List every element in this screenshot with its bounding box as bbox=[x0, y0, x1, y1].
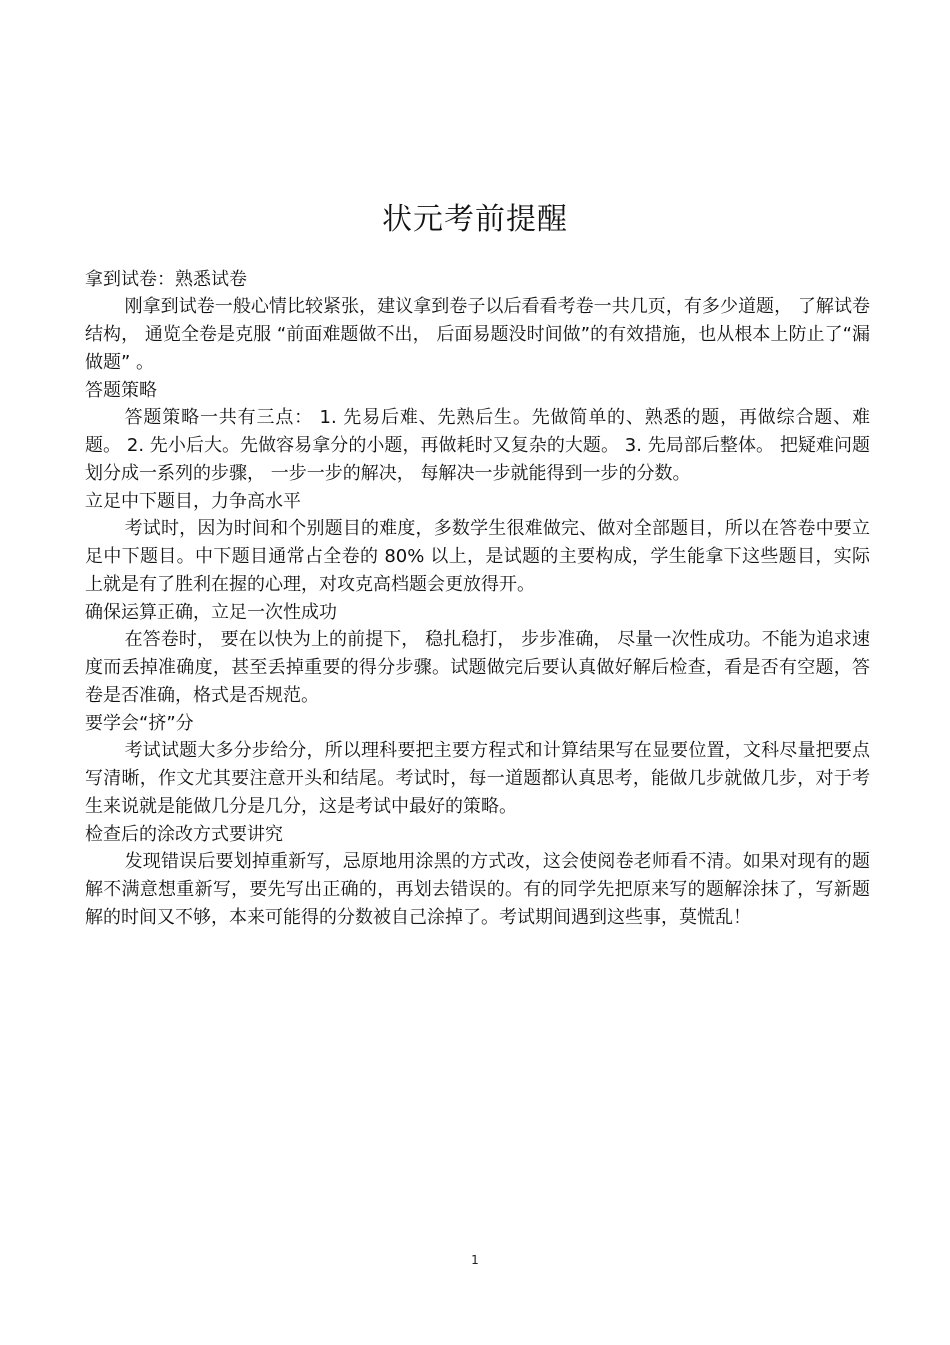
section-answer-strategy bbox=[85, 377, 870, 488]
section-paragraph: 发现错误后要划掉重新写，忌原地用涂黑的方式改，这会使阅卷老师看不清。如果对现有的题解不满意想重新写，要先写出正确的，再划去错误的。有的同学先把原来写的题解涂抹了，写新题解的时间又不够，本来可能得的分数被自己涂掉了。考试期间遇到这些事，莫慌乱！ bbox=[85, 851, 870, 928]
section-heading: 确保运算正确，立足一次性成功 bbox=[85, 602, 337, 623]
section-correct-calculation bbox=[85, 599, 870, 710]
section-heading: 拿到试卷：熟悉试卷 bbox=[85, 269, 247, 290]
section-paragraph: 答题策略一共有三点： 1. 先易后难、先熟后生。先做简单的、熟悉的题，再做综合题、难题。 2. 先小后大。先做容易拿分的小题，再做耗时又复杂的大题。 3. 先局部后整体。 把疑难问题划分成一系列的步骤， 一步一步的解决， 每解决一步就能得到一步的分数。 bbox=[85, 407, 870, 484]
document-title: 状元考前提醒 bbox=[382, 202, 568, 237]
section-heading: 要学会“挤”分 bbox=[85, 713, 194, 734]
section-paragraph: 考试试题大多分步给分，所以理科要把主要方程式和计算结果写在显要位置，文科尽量把要点写清晰，作文尤其要注意开头和结尾。考试时，每一道题都认真思考，能做几步就做几步，对于考生来说就是能做几分是几分，这是考试中最好的策略。 bbox=[85, 740, 870, 817]
section-heading: 立足中下题目，力争高水平 bbox=[85, 491, 301, 512]
section-correction-method bbox=[85, 821, 870, 932]
page-number: 1 bbox=[471, 1253, 479, 1267]
section-paragraph: 刚拿到试卷一般心情比较紧张，建议拿到卷子以后看看考卷一共几页，有多少道题， 了解试卷结构， 通览全卷是克服 “前面难题做不出， 后面易题没时间做”的有效措施，也从根本上防止了“漏做题” 。 bbox=[85, 296, 870, 373]
section-paragraph: 在答卷时， 要在以快为上的前提下， 稳扎稳打， 步步准确， 尽量一次性成功。不能为追求速度而丢掉准确度，甚至丢掉重要的得分步骤。试题做完后要认真做好解后检查，看是否有空题，答卷是否准确，格式是否规范。 bbox=[85, 629, 870, 706]
section-heading: 答题策略 bbox=[85, 380, 157, 401]
section-heading: 检查后的涂改方式要讲究 bbox=[85, 824, 283, 845]
section-medium-questions bbox=[85, 488, 870, 599]
document-body bbox=[85, 266, 870, 932]
section-paragraph: 考试时，因为时间和个别题目的难度，多数学生很难做完、做对全部题目，所以在答卷中要立足中下题目。中下题目通常占全卷的 80% 以上，是试题的主要构成，学生能拿下这些题目，实际上就是有了胜利在握的心理，对攻克高档题会更放得开。 bbox=[85, 518, 870, 595]
section-squeeze-points bbox=[85, 710, 870, 821]
section-open-paper bbox=[85, 266, 870, 377]
